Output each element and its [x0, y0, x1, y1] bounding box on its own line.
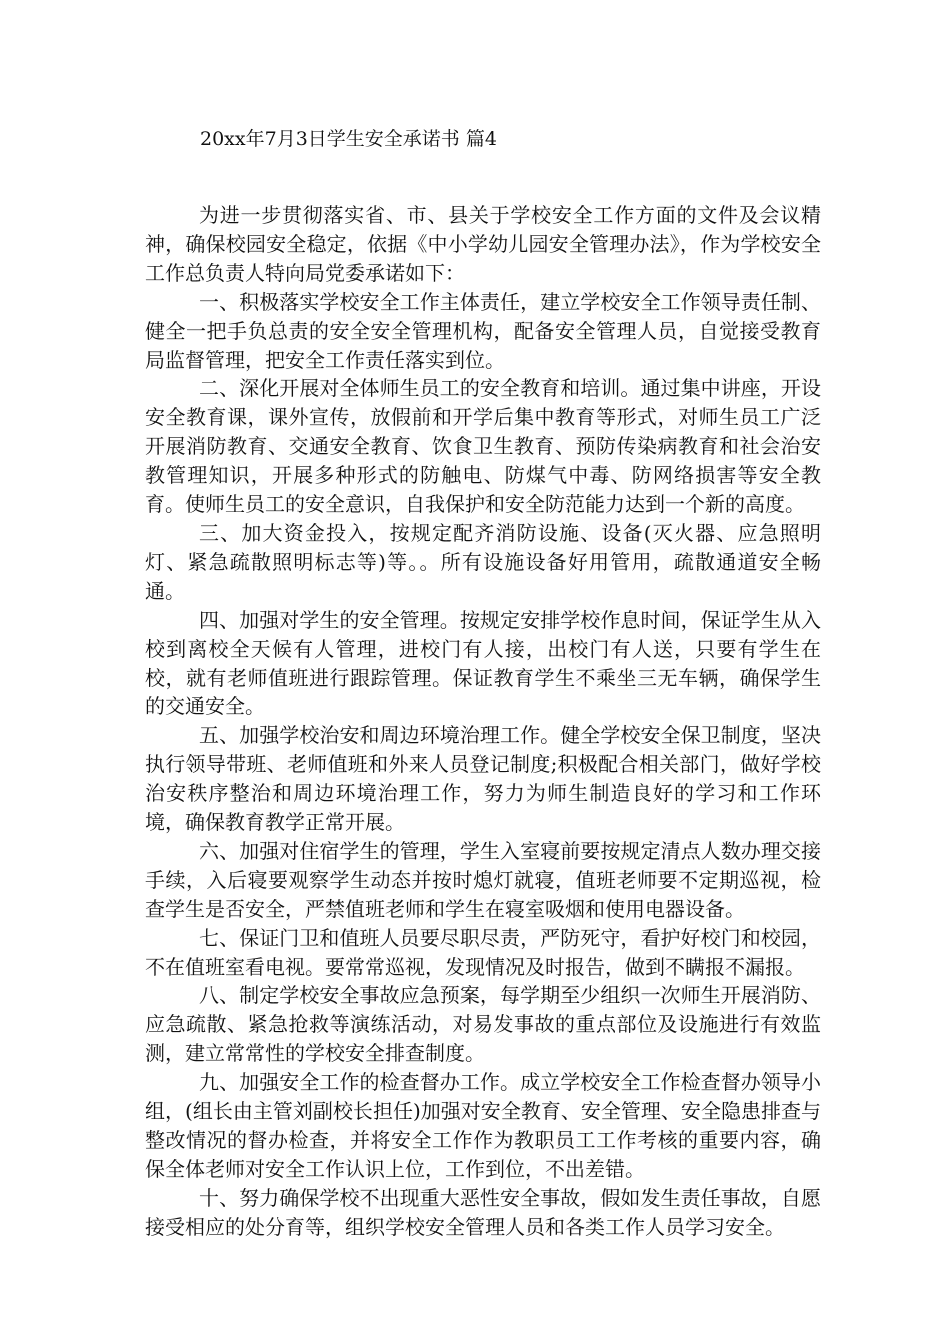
- paragraph-intro: 为进一步贯彻落实省、市、县关于学校安全工作方面的文件及会议精神，确保校园安全稳定，依据《中小学幼儿园安全管理办法》，作为学校安全工作总负责人特向局党委承诺如下：: [145, 203, 821, 285]
- document-title: 20xx年7月3日学生安全承诺书 篇4: [200, 128, 497, 150]
- paragraph-item-5: 五、加强学校治安和周边环境治理工作。健全学校安全保卫制度，坚决执行领导带班、老师值班和外来人员登记制度;积极配合相关部门，做好学校治安秩序整治和周边环境治理工作，努力为师生制造良好的学习和工作环境，确保教育教学正常开展。: [145, 723, 821, 835]
- paragraph-item-1: 一、积极落实学校安全工作主体责任，建立学校安全工作领导责任制、健全一把手负总责的安全安全管理机构，配备安全管理人员，自觉接受教育局监督管理，把安全工作责任落实到位。: [145, 289, 821, 372]
- document-body: [145, 201, 821, 1242]
- paragraph-item-6: 六、加强对住宿学生的管理，学生入室寝前要按规定清点人数办理交接手续，入后寝要观察学生动态并按时熄灯就寝，值班老师要不定期巡视，检查学生是否安全，严禁值班老师和学生在寝室吸烟和使用电器设备。: [145, 838, 821, 921]
- paragraph-item-2: 二、深化开展对全体师生员工的安全教育和培训。通过集中讲座，开设安全教育课，课外宣传，放假前和开学后集中教育等形式，对师生员工广泛开展消防教育、交通安全教育、饮食卫生教育、预防传染病教育和社会治安教管理知识，开展多种形式的防触电、防煤气中毒、防网络损害等安全教育。使师生员工的安全意识，自我保护和安全防范能力达到一个新的高度。: [145, 376, 821, 517]
- paragraph-item-10: 十、努力确保学校不出现重大恶性安全事故，假如发生责任事故，自愿接受相应的处分育等，组织学校安全管理人员和各类工作人员学习安全。: [145, 1185, 821, 1239]
- paragraph-item-7: 七、保证门卫和值班人员要尽职尽责，严防死守，看护好校门和校园，不在值班室看电视。要常常巡视，发现情况及时报告，做到不瞒报不漏报。: [145, 925, 821, 979]
- paragraph-item-3: 三、加大资金投入，按规定配齐消防设施、设备(灭火器、应急照明灯、紧急疏散照明标志等)等。。所有设施设备好用管用，疏散通道安全畅通。: [145, 520, 821, 603]
- paragraph-item-4: 四、加强对学生的安全管理。按规定安排学校作息时间，保证学生从入校到离校全天候有人管理，进校门有人接，出校门有人送，只要有学生在校，就有老师值班进行跟踪管理。保证教育学生不乘坐三无车辆，确保学生的交通安全。: [145, 607, 821, 719]
- paragraph-item-9: 九、加强安全工作的检查督办工作。成立学校安全工作检查督办领导小组，(组长由主管刘副校长担任)加强对安全教育、安全管理、安全隐患排查与整改情况的督办检查，并将安全工作作为教职员工工作考核的重要内容，确保全体老师对安全工作认识上位，工作到位，不出差错。: [145, 1070, 821, 1181]
- paragraph-item-8: 八、制定学校安全事故应急预案，每学期至少组织一次师生开展消防、应急疏散、紧急抢救等演练活动，对易发事故的重点部位及设施进行有效监测，建立常常性的学校安全排查制度。: [145, 983, 821, 1066]
